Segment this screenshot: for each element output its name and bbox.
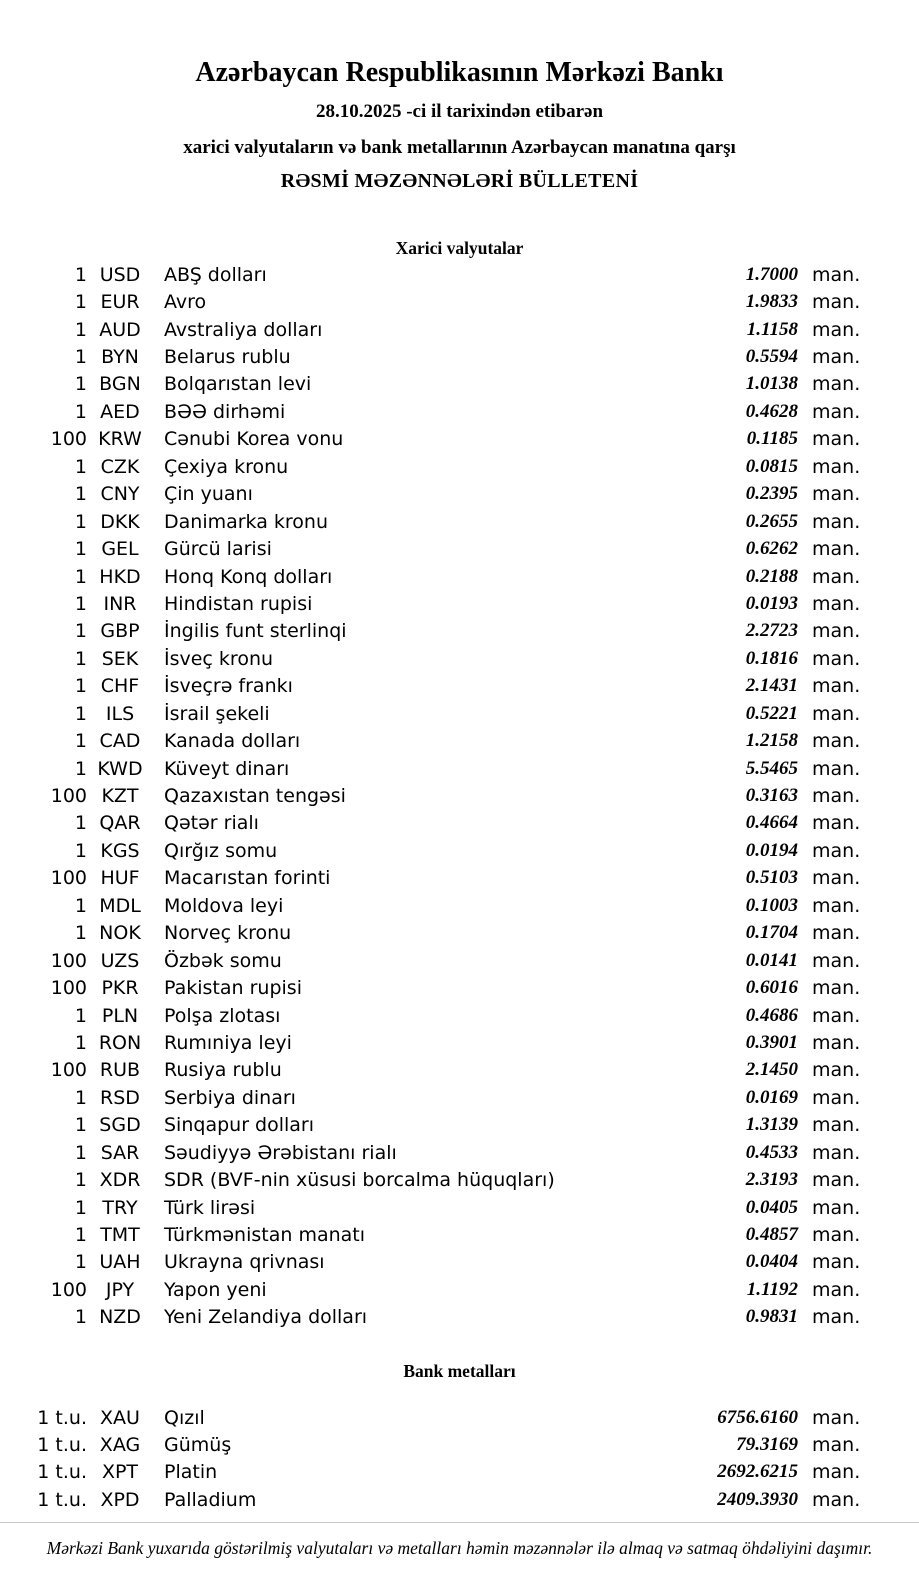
manat-unit-label: man. — [812, 565, 861, 588]
currency-quantity: 1 — [74, 346, 87, 369]
currency-quantity: 1 — [74, 483, 87, 506]
bulletin-title: RƏSMİ MƏZƏNNƏLƏRİ BÜLLETENİ — [280, 170, 639, 192]
metal-quantity: 1 t.u. — [37, 1461, 87, 1484]
currency-row — [30, 755, 862, 782]
currency-quantity: 1 — [74, 565, 87, 588]
currency-rate: 0.1003 — [745, 894, 798, 916]
currency-rate: 0.5103 — [745, 867, 798, 889]
manat-unit-label: man. — [812, 400, 861, 423]
bank-metals-table — [30, 1404, 862, 1513]
bank-metals-section-title: Bank metalları — [403, 1361, 516, 1381]
currency-rate: 5.5465 — [745, 757, 798, 779]
manat-unit-label: man. — [812, 1086, 861, 1109]
metal-quantity: 1 t.u. — [37, 1406, 87, 1429]
currency-code: INR — [103, 592, 137, 615]
currency-rate: 0.0404 — [745, 1251, 798, 1273]
currency-name: Türkmənistan manatı — [164, 1224, 366, 1247]
manat-unit-label: man. — [812, 1114, 861, 1137]
currency-quantity: 1 — [74, 592, 87, 615]
manat-unit-label: man. — [812, 538, 861, 561]
currency-name: Danimarka kronu — [164, 510, 329, 533]
currency-row — [30, 700, 862, 727]
currency-code: PLN — [101, 1004, 139, 1027]
manat-unit-label: man. — [812, 702, 861, 725]
manat-unit-label: man. — [812, 1406, 861, 1429]
currency-name: Qazaxıstan tengəsi — [164, 785, 346, 808]
manat-unit-label: man. — [812, 592, 861, 615]
manat-unit-label: man. — [812, 647, 861, 670]
currency-quantity: 1 — [74, 1224, 87, 1247]
currency-row — [30, 1112, 862, 1139]
metal-rate: 79.3169 — [736, 1433, 798, 1455]
currency-name: Macarıstan forinti — [164, 867, 331, 890]
manat-unit-label: man. — [812, 510, 861, 533]
currency-name: SDR (BVF-nin xüsusi borcalma hüquqları) — [164, 1169, 555, 1192]
currency-quantity: 1 — [74, 647, 87, 670]
manat-unit-label: man. — [812, 867, 861, 890]
currency-code: BYN — [101, 346, 139, 369]
manat-unit-label: man. — [812, 346, 861, 369]
currency-rate: 1.9833 — [745, 291, 798, 313]
currency-rate: 0.5594 — [745, 346, 798, 368]
manat-unit-label: man. — [812, 1169, 861, 1192]
currency-row — [30, 1029, 862, 1056]
manat-unit-label: man. — [812, 1306, 861, 1329]
manat-unit-label: man. — [812, 730, 861, 753]
currency-name: Belarus rublu — [164, 346, 291, 369]
currency-rate: 0.2188 — [745, 565, 798, 587]
currency-name: Moldova leyi — [164, 894, 284, 917]
currency-rate: 0.0193 — [745, 592, 798, 614]
currency-rate: 1.1192 — [746, 1278, 798, 1300]
currency-code: BGN — [99, 373, 141, 396]
currency-name: Səudiyyə Ərəbistanı rialı — [164, 1141, 397, 1164]
currency-code: JPY — [105, 1278, 135, 1301]
currency-row — [30, 343, 862, 370]
manat-unit-label: man. — [812, 428, 861, 451]
currency-rate: 2.2723 — [745, 620, 798, 642]
currency-name: Çexiya kronu — [164, 455, 289, 478]
currency-row — [30, 1249, 862, 1276]
currency-row — [30, 316, 862, 343]
manat-unit-label: man. — [812, 1278, 861, 1301]
currency-rate: 1.0138 — [745, 373, 798, 395]
currency-rate: 0.4533 — [745, 1141, 798, 1163]
currency-rate: 0.4857 — [745, 1224, 798, 1246]
currency-quantity: 1 — [74, 1004, 87, 1027]
currency-quantity: 100 — [50, 1059, 87, 1082]
currency-row — [30, 618, 862, 645]
currency-name: Rumıniya leyi — [164, 1031, 292, 1054]
currency-rate: 1.3139 — [745, 1114, 798, 1136]
currency-quantity: 1 — [74, 1251, 87, 1274]
currency-quantity: 100 — [50, 428, 87, 451]
manat-unit-label: man. — [812, 812, 861, 835]
currency-quantity: 1 — [74, 318, 87, 341]
currency-name: Küveyt dinarı — [164, 757, 290, 780]
metal-name: Platin — [164, 1461, 218, 1484]
currency-name: Polşa zlotası — [164, 1004, 281, 1027]
currency-quantity: 1 — [74, 263, 87, 286]
currency-code: KZT — [101, 785, 139, 808]
bank-title: Azərbaycan Respublikasının Mərkəzi Bankı — [195, 57, 724, 88]
manat-unit-label: man. — [812, 1059, 861, 1082]
disclaimer-text: Mərkəzi Bank yuxarıda göstərilmiş valyutaları və metalları həmin məzənnələr ilə almaq və satmaq öhdəliyini daşımır. — [46, 1538, 873, 1558]
currency-quantity: 1 — [74, 1086, 87, 1109]
currency-code: QAR — [99, 812, 141, 835]
currency-rate: 0.0169 — [745, 1086, 798, 1108]
currency-rate: 0.0815 — [745, 455, 798, 477]
currency-code: CAD — [99, 730, 141, 753]
currency-name: Serbiya dinarı — [164, 1086, 296, 1109]
currency-name: Cənubi Korea vonu — [164, 428, 344, 451]
currency-row — [30, 535, 862, 562]
currency-code: HUF — [100, 867, 140, 890]
currency-code: KWD — [97, 757, 143, 780]
currency-code: AUD — [99, 318, 141, 341]
manat-unit-label: man. — [812, 373, 861, 396]
currency-name: Qırğız somu — [164, 839, 278, 862]
currency-code: KGS — [100, 839, 140, 862]
currency-code: CNY — [100, 483, 140, 506]
currency-row — [30, 837, 862, 864]
currency-code: RSD — [100, 1086, 140, 1109]
currency-rate: 2.3193 — [745, 1169, 798, 1191]
manat-unit-label: man. — [812, 1224, 861, 1247]
currency-row — [30, 371, 862, 398]
currency-row — [30, 453, 862, 480]
currency-quantity: 1 — [74, 894, 87, 917]
currency-row — [30, 508, 862, 535]
currency-code: UAH — [99, 1251, 141, 1274]
metal-name: Palladium — [164, 1488, 257, 1511]
manat-unit-label: man. — [812, 1433, 861, 1456]
currency-code: GEL — [101, 538, 139, 561]
manat-unit-label: man. — [812, 1031, 861, 1054]
metal-code: XAG — [99, 1433, 141, 1456]
metal-name: Qızıl — [164, 1406, 205, 1429]
currency-quantity: 100 — [50, 977, 87, 1000]
currency-quantity: 1 — [74, 1306, 87, 1329]
manat-unit-label: man. — [812, 291, 861, 314]
currency-rate: 0.4664 — [745, 812, 798, 834]
currency-row — [30, 590, 862, 617]
metal-row — [30, 1404, 862, 1431]
currency-quantity: 1 — [74, 730, 87, 753]
currency-row — [30, 892, 862, 919]
manat-unit-label: man. — [812, 894, 861, 917]
currency-name: Pakistan rupisi — [164, 977, 302, 1000]
effective-date-line: 28.10.2025 -ci il tarixindən etibarən — [315, 101, 604, 122]
currency-name: Hindistan rupisi — [164, 592, 313, 615]
currency-code: AED — [100, 400, 140, 423]
currency-row — [30, 1057, 862, 1084]
currency-rate: 0.6262 — [745, 538, 798, 560]
currency-quantity: 1 — [74, 812, 87, 835]
manat-unit-label: man. — [812, 1461, 861, 1484]
currency-row — [30, 782, 862, 809]
currency-rate: 1.1158 — [746, 318, 798, 340]
currency-code: XDR — [99, 1169, 141, 1192]
currency-name: Çin yuanı — [164, 483, 253, 506]
currency-row — [30, 261, 862, 288]
manat-unit-label: man. — [812, 1004, 861, 1027]
currency-code: TMT — [100, 1224, 140, 1247]
currency-code: RUB — [99, 1059, 141, 1082]
currency-quantity: 1 — [74, 291, 87, 314]
metal-rate: 2409.3930 — [717, 1488, 798, 1510]
foreign-currencies-table — [30, 261, 862, 1331]
currency-row — [30, 1221, 862, 1248]
currency-row — [30, 1304, 862, 1331]
currency-name: Yapon yeni — [164, 1278, 267, 1301]
currency-row — [30, 947, 862, 974]
manat-unit-label: man. — [812, 675, 861, 698]
currency-quantity: 100 — [50, 949, 87, 972]
currency-row — [30, 1002, 862, 1029]
currency-name: İsveç kronu — [164, 647, 274, 670]
manat-unit-label: man. — [812, 977, 861, 1000]
currency-quantity: 1 — [74, 455, 87, 478]
currency-code: CZK — [100, 455, 140, 478]
currency-quantity: 1 — [74, 373, 87, 396]
manat-unit-label: man. — [812, 1141, 861, 1164]
currency-row — [30, 481, 862, 508]
foreign-currencies-section-title: Xarici valyutalar — [395, 238, 524, 258]
currency-rate: 0.0405 — [745, 1196, 798, 1218]
currency-quantity: 1 — [74, 400, 87, 423]
currency-rate: 1.2158 — [745, 730, 798, 752]
metal-quantity: 1 t.u. — [37, 1488, 87, 1511]
currency-row — [30, 920, 862, 947]
currency-row — [30, 1084, 862, 1111]
currency-name: Kanada dolları — [164, 730, 301, 753]
metal-code: XAU — [100, 1406, 140, 1429]
currency-quantity: 1 — [74, 510, 87, 533]
manat-unit-label: man. — [812, 949, 861, 972]
currency-code: USD — [99, 263, 141, 286]
currency-quantity: 1 — [74, 1169, 87, 1192]
currency-code: TRY — [102, 1196, 138, 1219]
currency-row — [30, 974, 862, 1001]
currency-rate: 0.1816 — [745, 647, 798, 669]
metal-rate: 6756.6160 — [717, 1406, 798, 1428]
currency-row — [30, 1166, 862, 1193]
metal-row — [30, 1431, 862, 1458]
currency-name: İsrail şekeli — [164, 702, 270, 725]
metal-code: XPT — [101, 1461, 139, 1484]
currency-code: SEK — [101, 647, 139, 670]
manat-unit-label: man. — [812, 785, 861, 808]
manat-unit-label: man. — [812, 455, 861, 478]
currency-row — [30, 727, 862, 754]
currency-name: BƏƏ dirhəmi — [164, 400, 286, 423]
currency-row — [30, 810, 862, 837]
manat-unit-label: man. — [812, 1488, 861, 1511]
currency-code: SAR — [100, 1141, 140, 1164]
currency-rate: 0.5221 — [745, 702, 798, 724]
currency-name: Özbək somu — [164, 949, 282, 972]
currency-code: MDL — [99, 894, 141, 917]
currency-row — [30, 398, 862, 425]
bulletin-header — [0, 57, 919, 194]
metal-row — [30, 1486, 862, 1513]
currency-quantity: 1 — [74, 1114, 87, 1137]
currency-code: CHF — [100, 675, 140, 698]
currency-code: DKK — [100, 510, 140, 533]
currency-code: HKD — [99, 565, 141, 588]
manat-unit-label: man. — [812, 1251, 861, 1274]
manat-unit-label: man. — [812, 1196, 861, 1219]
currency-code: PKR — [101, 977, 139, 1000]
footer-divider — [0, 1522, 919, 1523]
currency-name: Avstraliya dolları — [164, 318, 323, 341]
currency-rate: 0.6016 — [745, 977, 798, 999]
currency-code: GBP — [100, 620, 140, 643]
currency-code: SGD — [99, 1114, 141, 1137]
metal-name: Gümüş — [164, 1433, 232, 1456]
metal-row — [30, 1459, 862, 1486]
currency-row — [30, 1276, 862, 1303]
currency-name: Norveç kronu — [164, 922, 292, 945]
currency-code: UZS — [100, 949, 140, 972]
currency-name: ABŞ dolları — [164, 263, 267, 286]
currency-row — [30, 563, 862, 590]
currency-quantity: 1 — [74, 1141, 87, 1164]
manat-unit-label: man. — [812, 757, 861, 780]
currency-name: Qətər rialı — [164, 812, 259, 835]
currency-rate: 0.4628 — [745, 400, 798, 422]
manat-unit-label: man. — [812, 483, 861, 506]
currency-rate: 0.2395 — [745, 483, 798, 505]
currency-quantity: 1 — [74, 675, 87, 698]
bulletin-subtitle: xarici valyutaların və bank metallarının Azərbaycan manatına qarşı — [183, 137, 736, 158]
currency-rate: 0.0141 — [745, 949, 798, 971]
currency-name: Gürcü larisi — [164, 538, 272, 561]
currency-name: Avro — [164, 291, 207, 314]
currency-quantity: 1 — [74, 757, 87, 780]
manat-unit-label: man. — [812, 318, 861, 341]
currency-name: Sinqapur dolları — [164, 1114, 315, 1137]
currency-rate: 0.3163 — [745, 785, 798, 807]
currency-code: ILS — [105, 702, 135, 725]
currency-rate: 0.9831 — [745, 1306, 798, 1328]
currency-code: EUR — [100, 291, 140, 314]
currency-quantity: 1 — [74, 1196, 87, 1219]
metal-code: XPD — [100, 1488, 140, 1511]
currency-rate: 0.1185 — [746, 428, 798, 450]
currency-name: İngilis funt sterlinqi — [164, 620, 347, 643]
currency-code: NZD — [99, 1306, 141, 1329]
currency-quantity: 1 — [74, 839, 87, 862]
currency-name: Yeni Zelandiya dolları — [164, 1306, 368, 1329]
currency-rate: 0.2655 — [745, 510, 798, 532]
currency-quantity: 100 — [50, 1278, 87, 1301]
manat-unit-label: man. — [812, 922, 861, 945]
metal-quantity: 1 t.u. — [37, 1433, 87, 1456]
currency-name: Honq Konq dolları — [164, 565, 333, 588]
currency-quantity: 1 — [74, 922, 87, 945]
currency-row — [30, 288, 862, 315]
currency-row — [30, 865, 862, 892]
currency-name: Ukrayna qrivnası — [164, 1251, 325, 1274]
currency-rate: 0.1704 — [745, 922, 798, 944]
currency-row — [30, 673, 862, 700]
currency-rate: 2.1450 — [745, 1059, 798, 1081]
currency-rate: 0.4686 — [745, 1004, 798, 1026]
currency-rate: 2.1431 — [745, 675, 798, 697]
currency-quantity: 1 — [74, 538, 87, 561]
manat-unit-label: man. — [812, 620, 861, 643]
currency-row — [30, 645, 862, 672]
currency-quantity: 1 — [74, 702, 87, 725]
currency-quantity: 100 — [50, 867, 87, 890]
currency-quantity: 100 — [50, 785, 87, 808]
currency-code: KRW — [98, 428, 142, 451]
metal-rate: 2692.6215 — [717, 1461, 798, 1483]
currency-name: İsveçrə frankı — [164, 675, 293, 698]
currency-rate: 0.3901 — [745, 1031, 798, 1053]
manat-unit-label: man. — [812, 263, 861, 286]
currency-code: NOK — [99, 922, 141, 945]
currency-name: Türk lirəsi — [164, 1196, 256, 1219]
currency-row — [30, 1194, 862, 1221]
manat-unit-label: man. — [812, 839, 861, 862]
currency-code: RON — [98, 1031, 142, 1054]
currency-row — [30, 1139, 862, 1166]
currency-rate: 1.7000 — [745, 263, 798, 285]
currency-quantity: 1 — [74, 620, 87, 643]
currency-name: Bolqarıstan levi — [164, 373, 312, 396]
currency-name: Rusiya rublu — [164, 1059, 282, 1082]
currency-quantity: 1 — [74, 1031, 87, 1054]
currency-rate: 0.0194 — [745, 839, 798, 861]
currency-row — [30, 426, 862, 453]
